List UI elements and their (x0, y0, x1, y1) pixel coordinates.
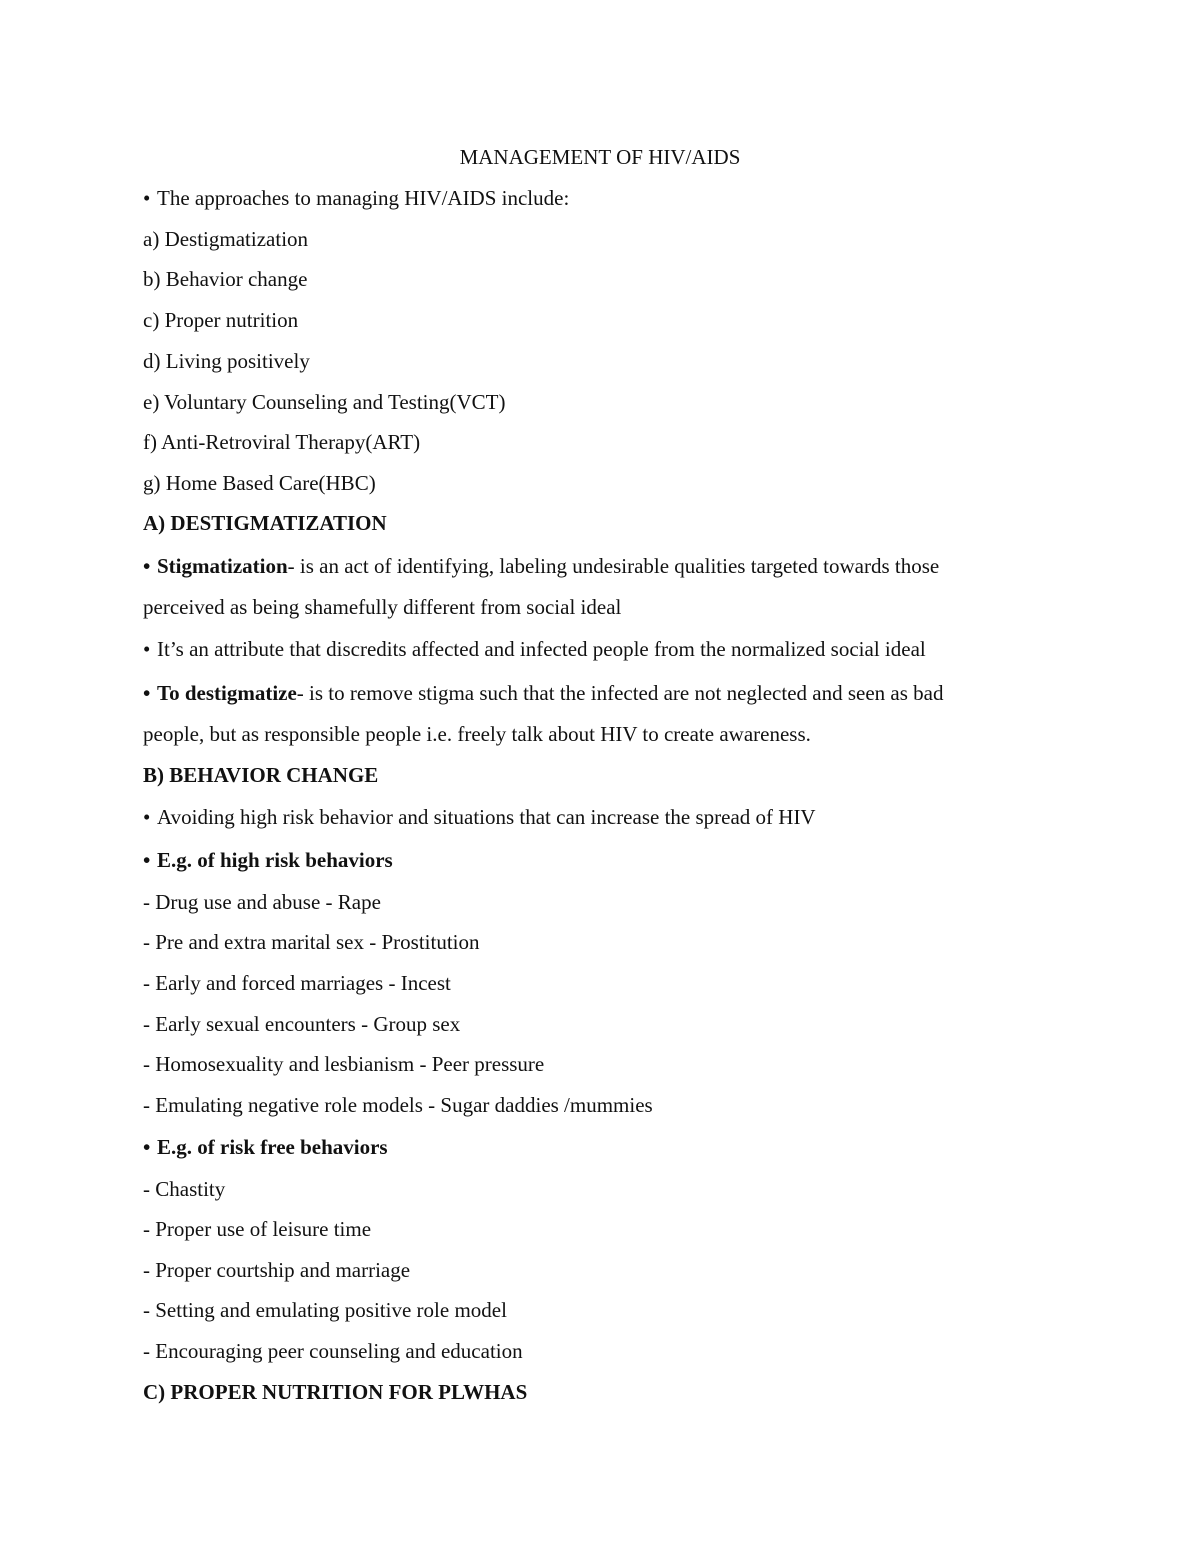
avoiding-text: Avoiding high risk behavior and situations that can increase the spread of HIV (157, 805, 816, 829)
high-risk-heading (143, 846, 393, 874)
high-risk-heading-text: E.g. of high risk behaviors (157, 848, 393, 872)
section-heading-behavior-change: B) BEHAVIOR CHANGE (143, 763, 379, 787)
list-item: - Setting and emulating positive role model (143, 1298, 507, 1322)
section-heading-proper-nutrition: C) PROPER NUTRITION FOR PLWHAS (143, 1380, 528, 1404)
risk-free-heading (143, 1133, 388, 1161)
bullet-icon: • (143, 637, 151, 661)
approach-item: e) Voluntary Counseling and Testing(VCT) (143, 390, 506, 414)
attribute-text: It’s an attribute that discredits affected and infected people from the normalized social ideal (157, 637, 926, 661)
approach-item: c) Proper nutrition (143, 308, 299, 332)
intro-line (143, 184, 569, 212)
avoiding-line (143, 803, 816, 831)
approach-item: d) Living positively (143, 349, 310, 373)
list-item: - Proper courtship and marriage (143, 1258, 411, 1282)
list-item: - Proper use of leisure time (143, 1217, 372, 1241)
list-item: - Early and forced marriages - Incest (143, 971, 451, 995)
list-item: - Early sexual encounters - Group sex (143, 1012, 461, 1036)
approach-item: g) Home Based Care(HBC) (143, 471, 376, 495)
approach-item: f) Anti-Retroviral Therapy(ART) (143, 430, 421, 454)
list-item: - Homosexuality and lesbianism - Peer pressure (143, 1052, 545, 1076)
approach-item: a) Destigmatization (143, 227, 309, 251)
list-item: - Emulating negative role models - Sugar daddies /mummies (143, 1093, 653, 1117)
bullet-icon: • (143, 805, 151, 829)
risk-free-heading-text: E.g. of risk free behaviors (157, 1135, 388, 1159)
stigmatization-text: - is an act of identifying, labeling undesirable qualities targeted towards those (287, 554, 940, 578)
bullet-icon: • (143, 681, 151, 705)
list-item: - Drug use and abuse - Rape (143, 890, 381, 914)
bullet-icon: • (143, 848, 151, 872)
bullet-icon: • (143, 1135, 151, 1159)
list-item: - Pre and extra marital sex - Prostitution (143, 930, 480, 954)
list-item: - Chastity (143, 1177, 226, 1201)
approach-item: b) Behavior change (143, 267, 308, 291)
page-title: MANAGEMENT OF HIV/AIDS (459, 145, 741, 169)
stigmatization-definition-continued: perceived as being shamefully different from social ideal (143, 595, 622, 619)
attribute-line (143, 635, 926, 663)
destigmatize-definition-continued: people, but as responsible people i.e. freely talk about HIV to create awareness. (143, 722, 811, 746)
stigmatization-definition (143, 552, 939, 580)
intro-text: The approaches to managing HIV/AIDS include: (157, 186, 570, 210)
destigmatize-definition (143, 679, 943, 707)
section-heading-destigmatization: A) DESTIGMATIZATION (143, 511, 387, 535)
stigmatization-term: Stigmatization (157, 554, 288, 578)
destigmatize-term: To destigmatize (157, 681, 297, 705)
list-item: - Encouraging peer counseling and education (143, 1339, 523, 1363)
bullet-icon: • (143, 186, 151, 210)
bullet-icon: • (143, 554, 151, 578)
destigmatize-text: - is to remove stigma such that the infected are not neglected and seen as bad (296, 681, 944, 705)
